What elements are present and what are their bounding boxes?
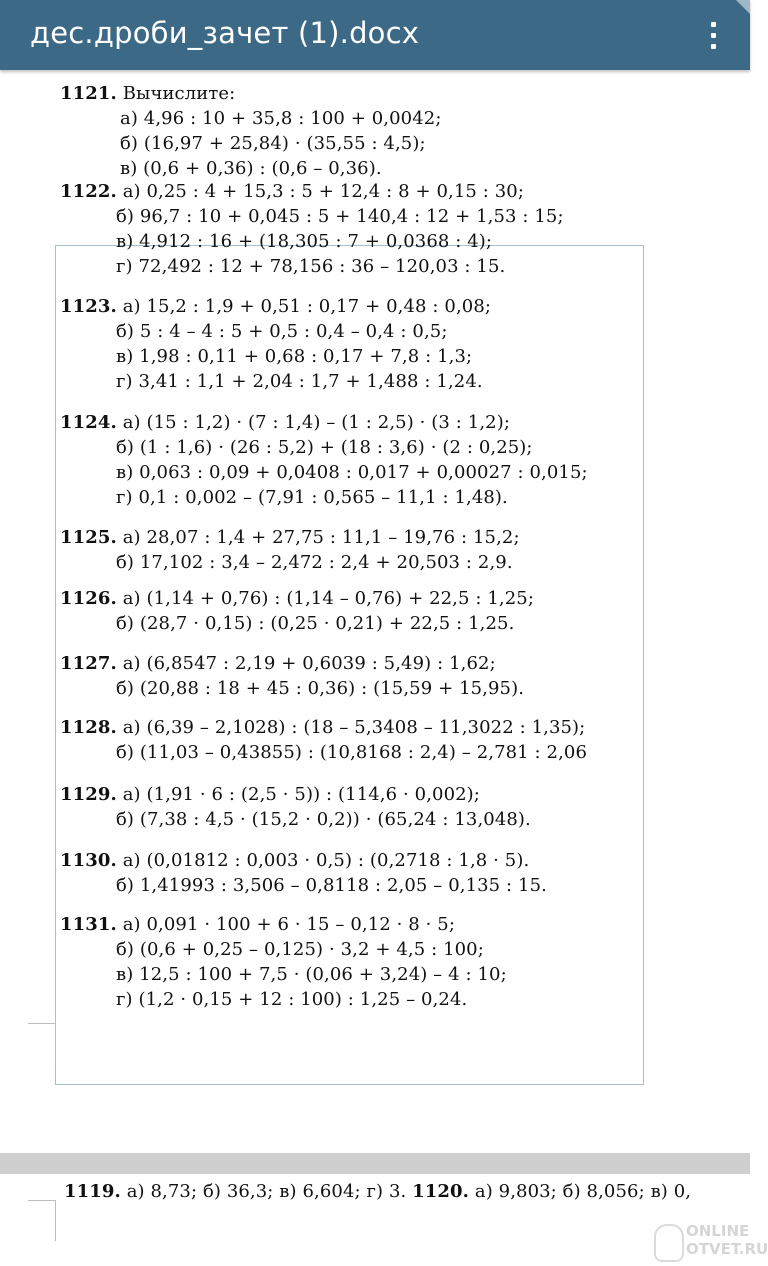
page-corner-marker [28,1200,56,1241]
problem-number: 1130. [60,850,117,871]
problem-text: в) 1,98 : 0,11 + 0,68 : 0,17 + 7,8 : 1,3; [116,346,473,367]
problem-text: а) 0,25 : 4 + 15,3 : 5 + 12,4 : 8 + 0,15 : 30; [122,181,525,202]
problem-line [120,107,442,131]
problem-number: 1126. [60,588,117,609]
problem-line [60,411,510,435]
problem-line [116,255,505,279]
page-corner-marker [28,1023,56,1069]
problem-line [116,963,507,987]
problem-text: б) (16,97 + 25,84) · (35,55 : 4,5); [120,133,426,154]
page-break [0,1153,750,1174]
problem-line [116,461,588,485]
problem-text: а) (6,39 – 2,1028) : (18 – 5,3408 – 11,3022 : 1,35); [122,717,586,738]
problem-text: б) (20,88 : 18 + 45 : 0,36) : (15,59 + 15,95). [116,678,525,699]
problem-text: в) 4,912 : 16 + (18,305 : 7 + 0,0368 : 4); [116,231,493,252]
problem-text: г) 0,1 : 0,002 – (7,91 : 0,565 – 11,1 : 1,48). [116,487,508,508]
problem-number: 1121. [60,83,117,104]
problem-text: г) (1,2 · 0,15 + 12 : 100) : 1,25 – 0,24. [116,989,468,1010]
problem-line [116,677,524,701]
problem-line [116,988,467,1012]
problem-number: 1127. [60,653,117,674]
document-page[interactable] [0,70,768,1258]
problem-text: б) 1,41993 : 3,506 – 0,8118 : 2,05 – 0,135 : 15. [116,875,547,896]
problem-line [116,205,564,229]
problem-text: в) 0,063 : 0,09 + 0,0408 : 0,017 + 0,00027 : 0,015; [116,462,588,483]
problem-number: 1129. [60,784,117,805]
problem-line [60,180,524,204]
problem-line [120,157,382,181]
problem-text: а) (1,91 · 6 : (2,5 · 5)) : (114,6 · 0,002); [122,784,480,805]
answer-number: 1120. [412,1181,470,1202]
site-watermark [650,1218,768,1266]
app-bar-corner-accent [736,0,750,14]
problem-text: а) (1,14 + 0,76) : (1,14 – 0,76) + 22,5 : 1,25; [122,588,535,609]
problem-text: а) 4,96 : 10 + 35,8 : 100 + 0,0042; [120,108,442,129]
problem-text: а) 0,091 · 100 + 6 · 15 – 0,12 · 8 · 5; [122,914,455,935]
problem-text: б) (28,7 · 0,15) : (0,25 · 0,21) + 22,5 : 1,25. [116,613,515,634]
problem-line [116,320,448,344]
problem-line [60,587,534,611]
problem-line [116,741,587,765]
problem-text: б) (0,6 + 0,25 – 0,125) · 3,2 + 4,5 : 100; [116,939,484,960]
watermark-text: ONLINE OTVET.RU [686,1222,768,1258]
problem-line [116,938,484,962]
problem-line [60,295,491,319]
problem-line [120,132,426,156]
problem-line [60,783,480,807]
problem-text: б) (1 : 1,6) · (26 : 5,2) + (18 : 3,6) · (2 : 0,25); [116,437,533,458]
answer-text: а) 9,803; б) 8,056; в) 0, [474,1181,692,1202]
document-title: дес.дроби_зачет (1).docx [30,16,420,50]
problem-number: 1125. [60,527,117,548]
problem-text: б) 96,7 : 10 + 0,045 : 5 + 140,4 : 12 + 1,53 : 15; [116,206,564,227]
problem-line [116,808,531,832]
problem-line [116,874,547,898]
problem-line [116,436,533,460]
problem-line [60,849,529,873]
problem-number: 1124. [60,412,117,433]
problem-text: в) (0,6 + 0,36) : (0,6 – 0,36). [120,158,382,179]
problem-text: а) (0,01812 : 0,003 · 0,5) : (0,2718 : 1,8 · 5). [122,850,530,871]
problem-text: а) (15 : 1,2) · (7 : 1,4) – (1 : 2,5) · (3 : 1,2); [122,412,510,433]
answers-line [64,1180,691,1204]
problem-line [60,82,235,106]
problem-text: б) (7,38 : 4,5 · (15,2 · 0,2)) · (65,24 : 13,048). [116,809,531,830]
problem-number: 1122. [60,181,117,202]
lightbulb-icon [654,1224,684,1262]
app-bar [0,0,750,70]
problem-text: б) (11,03 – 0,43855) : (10,8168 : 2,4) – 2,781 : 2,06 [116,742,588,763]
problem-text: Вычислите: [122,83,236,104]
problem-text: в) 12,5 : 100 + 7,5 · (0,06 + 3,24) – 4 : 10; [116,964,507,985]
problem-line [60,526,520,550]
answer-text: а) 8,73; б) 36,3; в) 6,604; г) 3. [126,1181,407,1202]
problem-text: г) 3,41 : 1,1 + 2,04 : 1,7 + 1,488 : 1,24. [116,371,483,392]
answer-number: 1119. [64,1181,121,1202]
problem-number: 1128. [60,717,117,738]
problem-line [116,612,514,636]
overflow-menu-icon[interactable] [704,20,724,52]
problem-number: 1131. [60,914,117,935]
problem-text: а) (6,8547 : 2,19 + 0,6039 : 5,49) : 1,62; [122,653,496,674]
problem-text: б) 17,102 : 3,4 – 2,472 : 2,4 + 20,503 : 2,9. [116,552,513,573]
problem-line [60,913,455,937]
problem-line [116,551,513,575]
problem-line [116,230,492,254]
problem-line [116,370,483,394]
problem-line [116,486,508,510]
problem-line [60,716,585,740]
problem-text: г) 72,492 : 12 + 78,156 : 36 – 120,03 : 15. [116,256,506,277]
problem-text: а) 28,07 : 1,4 + 27,75 : 11,1 – 19,76 : 15,2; [122,527,520,548]
problem-number: 1123. [60,296,117,317]
problem-line [60,652,496,676]
problem-line [116,345,472,369]
problem-text: а) 15,2 : 1,9 + 0,51 : 0,17 + 0,48 : 0,08; [122,296,492,317]
problem-text: б) 5 : 4 – 4 : 5 + 0,5 : 0,4 – 0,4 : 0,5; [116,321,448,342]
